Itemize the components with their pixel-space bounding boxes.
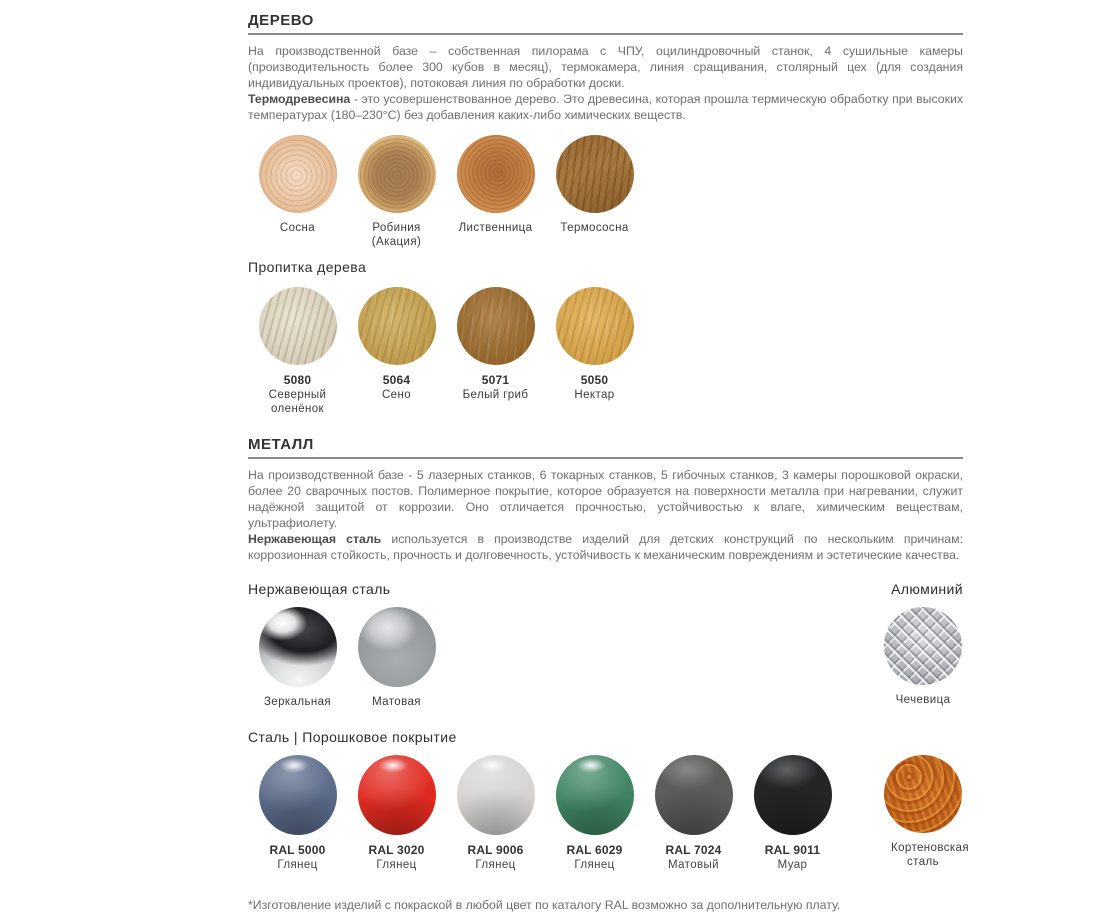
stainless-row [248, 607, 963, 709]
swatch-label: Матовая [372, 696, 421, 708]
swatch-ral-3020 [347, 755, 446, 872]
swatch-corten [883, 755, 969, 872]
swatch-label: Робиния (Акация) [371, 222, 422, 248]
powder-coating-title: Сталь | Порошковое покрытие [248, 729, 457, 745]
swatch-ral-7024 [644, 755, 743, 872]
impregnation-swatch-circle [556, 287, 634, 365]
swatch-name: Сено [381, 389, 412, 401]
matte-steel-swatch-circle [358, 607, 436, 687]
wood-section [248, 12, 963, 416]
swatch-finish: Глянец [376, 859, 417, 871]
ral-7024-ball [655, 755, 733, 835]
content-column [248, 0, 969, 912]
swatch-code: RAL 5000 [269, 843, 326, 857]
swatch-ral-6029 [545, 755, 644, 872]
metal-intro-paragraph: На производственной базе - 5 лазерных станков, 6 токарных станков, 5 гибочных станков, 3 камеры порошковой окраски, более 20 сварочных постов. Полимерное покрытие, которое образуется на поверхности металла при нагревании, служит надёжной защитой от коррозии. Оно отличается прочностью, устойчивостью к влаге, химическим веществам, ультрафиолету. [248, 468, 963, 530]
impregnation-title: Пропитка дерева [248, 259, 367, 275]
swatch-5064 [347, 287, 446, 416]
wood-section-divider [248, 33, 963, 35]
ral-9006-ball [457, 755, 535, 835]
swatch-code: RAL 9011 [764, 843, 821, 857]
thermowood-term: Термодревесина [248, 92, 351, 106]
impregnation-row [248, 287, 963, 416]
swatch-code: 5071 [481, 373, 510, 387]
swatch-label: Чечевица [895, 694, 951, 706]
swatch-code: 5064 [382, 373, 411, 387]
swatch-thermopine [545, 135, 644, 249]
wood-intro-paragraph: На производственной базе – собственная пилорама с ЧПУ, оцилиндровочный станок, 4 сушильные камеры (производительность более 300 кубов в месяц), термокамера, линия сращивания, столярный цех (для создания индивидуальных проектов), потоковая линия по обработки доски. [248, 44, 963, 90]
swatch-code: 5080 [283, 373, 312, 387]
swatch-code: RAL 7024 [665, 843, 722, 857]
swatch-finish: Матовый [668, 859, 719, 871]
swatch-5080 [248, 287, 347, 416]
swatch-finish: Муар [777, 859, 808, 871]
swatch-code: RAL 3020 [368, 843, 425, 857]
stainless-term: Нержавеющая сталь [248, 532, 382, 546]
impregnation-swatch-circle [259, 287, 337, 365]
swatch-matte-steel [347, 607, 446, 709]
swatch-code: RAL 9006 [467, 843, 524, 857]
thermowood-paragraph [248, 91, 963, 123]
powder-coating-row [248, 755, 969, 872]
pine-swatch-circle [259, 135, 337, 213]
swatch-finish: Глянец [277, 859, 318, 871]
stainless-paragraph [248, 531, 963, 563]
swatch-ral-5000 [248, 755, 347, 872]
ral-3020-ball [358, 755, 436, 835]
stainless-aluminum-titles [248, 581, 963, 597]
wood-section-title: ДЕРЕВО [248, 12, 314, 29]
ral-6029-ball [556, 755, 634, 835]
swatch-ral-9011 [743, 755, 842, 872]
swatch-pine [248, 135, 347, 249]
swatch-aluminum-checker [883, 607, 963, 709]
stainless-title: Нержавеющая сталь [248, 581, 391, 597]
swatch-name: Белый гриб [462, 389, 529, 401]
swatch-finish: Глянец [574, 859, 615, 871]
ral-5000-ball [259, 755, 337, 835]
swatch-code: RAL 6029 [566, 843, 623, 857]
swatch-mirror-steel [248, 607, 347, 709]
larch-swatch-circle [457, 135, 535, 213]
metal-section-divider [248, 457, 963, 459]
swatch-code: 5050 [580, 373, 609, 387]
robinia-swatch-circle [358, 135, 436, 213]
metal-section [248, 436, 969, 912]
swatch-label: Сосна [279, 222, 316, 234]
swatch-ral-9006 [446, 755, 545, 872]
swatch-name: Нектар [574, 389, 615, 401]
aluminum-title: Алюминий [891, 581, 963, 597]
thermopine-swatch-circle [556, 135, 634, 213]
aluminum-checker-swatch-circle [884, 607, 962, 685]
wood-species-row [248, 135, 963, 249]
ral-footnote: *Изготовление изделий с покраской в любой цвет по каталогу RAL возможно за дополнительную плату. [248, 898, 841, 912]
swatch-name: Кортеновская сталь [891, 842, 969, 868]
corten-swatch-circle [884, 755, 962, 833]
metal-section-title: МЕТАЛЛ [248, 436, 314, 453]
swatch-finish: Глянец [475, 859, 516, 871]
swatch-robinia [347, 135, 446, 249]
impregnation-swatch-circle [358, 287, 436, 365]
swatch-label: Лиственница [458, 222, 533, 234]
swatch-name: Северный оленёнок [268, 389, 327, 415]
ral-9011-ball [754, 755, 832, 835]
impregnation-swatch-circle [457, 287, 535, 365]
swatch-label: Зеркальная [263, 696, 332, 708]
mirror-steel-swatch-circle [259, 607, 337, 687]
swatch-5071 [446, 287, 545, 416]
thermowood-description: - это усовершенствованное дерево. Это древесина, которая прошла термическую обработку при высоких температурах (180–230°С) без добавления каких-либо химических веществ. [248, 92, 963, 122]
swatch-label: Термососна [560, 222, 629, 234]
swatch-larch [446, 135, 545, 249]
stainless-description: используется в производстве изделий для детских конструкций по нескольким причинам: коррозионная стойкость, прочность и долговечность, устойчивость к механическим повреждениям и эстетические качества. [248, 532, 963, 562]
swatch-5050 [545, 287, 644, 416]
